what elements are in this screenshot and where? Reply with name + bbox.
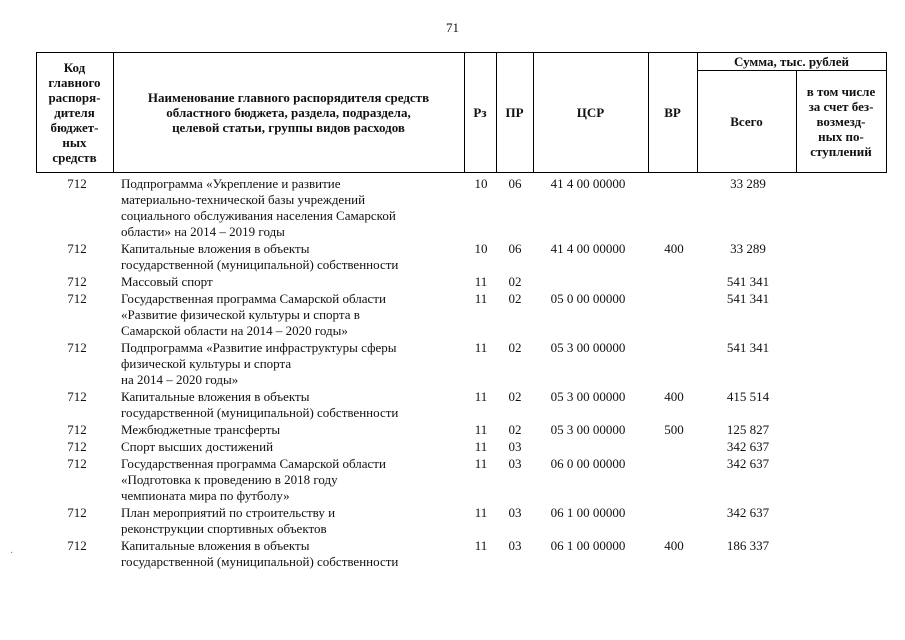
row-name-line: материально-технической базы учреждений [121,192,366,207]
margin-mark: · [10,548,14,559]
header-name [113,52,464,173]
row-code: 712 [67,456,87,471]
row-name [121,439,466,455]
row-name-line: реконструкции спортивных объектов [121,521,327,536]
row-pr: 03 [508,456,522,471]
row-name [121,274,466,290]
row-name-line: на 2014 – 2020 годы» [121,372,239,387]
header-total: Всего [730,114,763,129]
row-name-line: государственной (муниципальной) собственности [121,405,399,420]
row-name-line: Капитальные вложения в объекты [121,538,310,553]
row-name-line: социального обслуживания населения Самарской [121,208,396,223]
row-name-line: Подпрограмма «Развитие инфраструктуры сферы [121,340,397,355]
header-incl [796,70,886,173]
header-code-line: дителя [54,105,95,120]
row-code: 712 [67,505,87,520]
row-pr: 02 [508,291,522,306]
row-rz: 11 [474,456,488,471]
row-code: 712 [67,274,87,289]
row-code: 712 [67,389,87,404]
header-incl-line: в том числе [806,84,876,99]
row-pr: 02 [508,274,522,289]
row-name [121,456,466,504]
row-name-line: государственной (муниципальной) собственности [121,257,399,272]
row-code: 712 [67,340,87,355]
row-name-line: Капитальные вложения в объекты [121,389,310,404]
header-code-line: главного [48,75,101,90]
row-rz: 11 [474,422,488,437]
row-total: 33 289 [730,176,766,191]
row-rz: 10 [474,176,488,191]
row-rz: 10 [474,241,488,256]
row-name-line: Межбюджетные трансферты [121,422,281,437]
row-code: 712 [67,241,87,256]
row-code: 712 [67,538,87,553]
row-rz: 11 [474,274,488,289]
row-pr: 02 [508,389,522,404]
header-name-line: Наименование главного распорядителя средств [147,90,430,105]
header-code-line: средств [52,150,97,165]
header-incl-line: возмезд- [816,114,866,129]
row-name-line: физической культуры и спорта [121,356,292,371]
row-name [121,538,466,570]
header-code-line: распоря- [48,90,101,105]
header-pr: ПР [505,105,524,120]
row-name-line: чемпионата мира по футболу» [121,488,290,503]
row-name-line: Массовый спорт [121,274,213,289]
row-total: 541 341 [726,291,770,306]
row-name-line: государственной (муниципальной) собственности [121,554,399,569]
header-sum: Сумма, тыс. рублей [734,53,849,69]
row-total: 415 514 [726,389,770,404]
row-rz: 11 [474,389,488,404]
row-total: 342 637 [726,505,770,520]
header-code-line: Код [63,60,86,75]
row-name-line: «Развитие физической культуры и спорта в [121,307,360,322]
row-pr: 02 [508,340,522,355]
header-vr: ВР [664,105,681,120]
row-csr: 05 3 00 00000 [550,422,626,437]
row-csr: 05 3 00 00000 [550,340,626,355]
header-incl-line: ступлений [810,144,872,159]
row-csr: 06 0 00 00000 [550,456,626,471]
row-name [121,176,466,240]
row-name [121,291,466,339]
row-rz: 11 [474,505,488,520]
row-pr: 06 [508,176,522,191]
row-vr: 400 [664,241,684,256]
row-vr: 400 [664,389,684,404]
row-rz: 11 [474,439,488,454]
header-code-line: ных [62,135,87,150]
row-rz: 11 [474,340,488,355]
row-pr: 06 [508,241,522,256]
row-name-line: области» на 2014 – 2019 годы [121,224,285,239]
row-pr: 02 [508,422,522,437]
row-csr: 05 3 00 00000 [550,389,626,404]
row-total: 33 289 [730,241,766,256]
row-name-line: Самарской области на 2014 – 2020 годы» [121,323,348,338]
row-csr: 05 0 00 00000 [550,291,626,306]
row-name-line: Государственная программа Самарской области [121,456,386,471]
row-name-line: Государственная программа Самарской области [121,291,386,306]
header-incl-line: ных по- [818,129,864,144]
row-total: 541 341 [726,340,770,355]
row-code: 712 [67,439,87,454]
row-total: 342 637 [726,456,770,471]
header-name-line: целевой статьи, группы видов расходов [172,120,405,135]
header-name-line: областного бюджета, раздела, подраздела, [166,105,411,120]
header-code [36,52,113,173]
row-name [121,389,466,421]
row-code: 712 [67,176,87,191]
row-total: 125 827 [726,422,770,437]
header-rz: Рз [473,105,487,120]
row-csr: 06 1 00 00000 [550,538,626,553]
row-pr: 03 [508,505,522,520]
row-name-line: «Подготовка к проведению в 2018 году [121,472,338,487]
row-code: 712 [67,422,87,437]
header-incl-line: за счет без- [808,99,874,114]
row-name-line: Подпрограмма «Укрепление и развитие [121,176,341,191]
row-name-line: Капитальные вложения в объекты [121,241,310,256]
row-name-line: План мероприятий по строительству и [121,505,336,520]
row-name [121,241,466,273]
row-pr: 03 [508,439,522,454]
page-number: 71 [446,20,459,35]
row-total: 342 637 [726,439,770,454]
row-pr: 03 [508,538,522,553]
row-code: 712 [67,291,87,306]
header-code-line: бюджет- [50,120,99,135]
row-name-line: Спорт высших достижений [121,439,274,454]
row-vr: 500 [664,422,684,437]
row-name [121,340,466,388]
row-name [121,422,466,438]
row-rz: 11 [474,538,488,553]
row-rz: 11 [474,291,488,306]
row-csr: 41 4 00 00000 [550,176,626,191]
header-divider [886,52,887,173]
header-csr: ЦСР [576,105,605,120]
row-name [121,505,466,537]
row-csr: 06 1 00 00000 [550,505,626,520]
row-csr: 41 4 00 00000 [550,241,626,256]
row-total: 186 337 [726,538,770,553]
row-total: 541 341 [726,274,770,289]
row-vr: 400 [664,538,684,553]
